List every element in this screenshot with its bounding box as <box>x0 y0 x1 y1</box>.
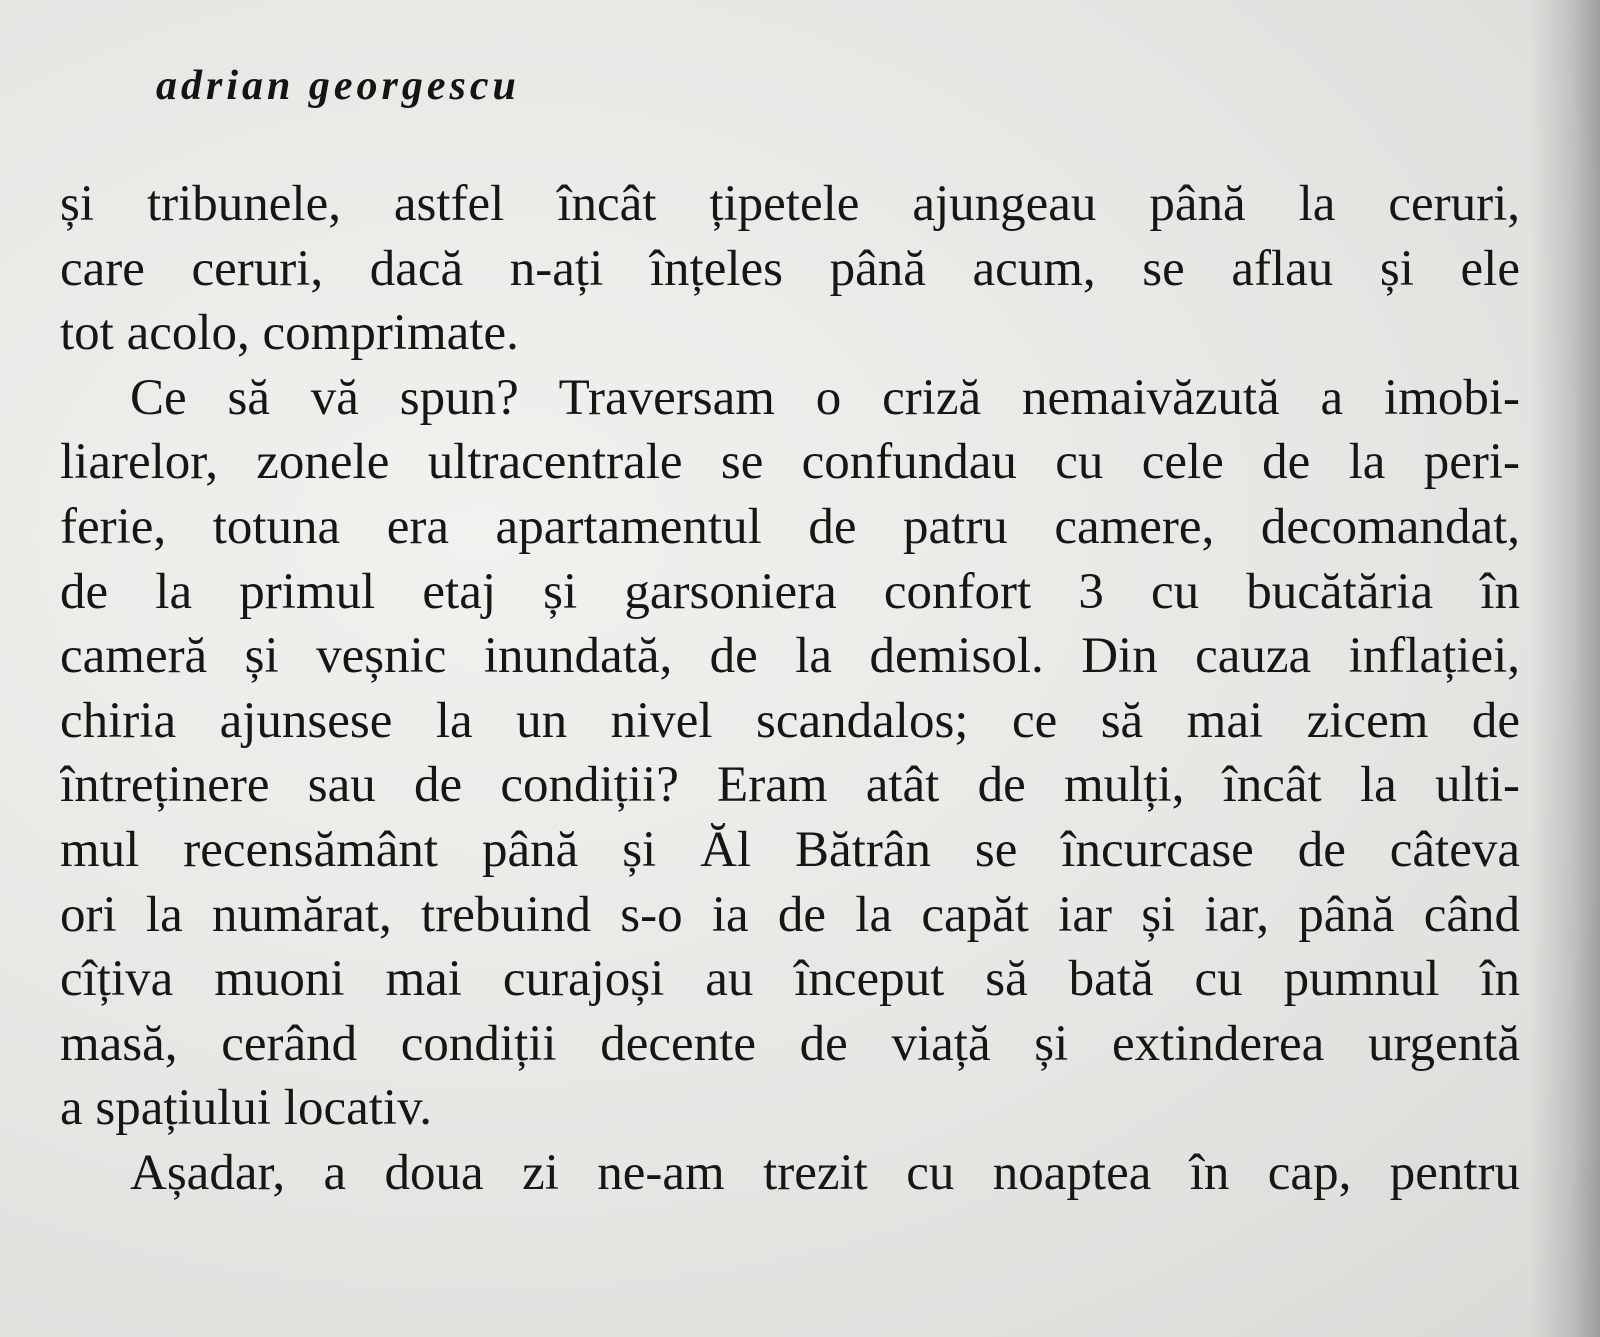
text-line: tot acolo, comprimate. <box>60 305 519 362</box>
text-line: ori la numărat, trebuind s-o ia de la capăt iar și iar, până când <box>60 886 1520 943</box>
text-line: și tribunele, astfel încât țipetele ajungeau până la ceruri, <box>60 176 1520 232</box>
text-line: care ceruri, dacă n-ați înțeles până acum, se aflau și ele <box>60 240 1520 297</box>
text-line: Ce să vă spun? Traversam o criză nemaivăzută a imobi- <box>130 369 1520 426</box>
running-head-author: adrian georgescu <box>156 63 520 109</box>
text-line: cameră și veșnic inundată, de la demisol. Din cauza inflației, <box>60 628 1520 685</box>
text-line: cîțiva muoni mai curajoși au început să bată cu pumnul în <box>60 951 1520 1008</box>
text-line: Așadar, a doua zi ne-am trezit cu noaptea în cap, pentru <box>130 1144 1520 1201</box>
page-gutter-shadow <box>1530 0 1600 1337</box>
text-line: a spațiului locativ. <box>60 1080 433 1137</box>
text-line: masă, cerând condiții decente de viață și extinderea urgentă <box>60 1015 1520 1072</box>
body-text <box>60 172 1520 1206</box>
text-line: întreținere sau de condiții? Eram atât de mulți, încât la ulti- <box>60 757 1520 814</box>
text-line: ferie, totuna era apartamentul de patru camere, decomandat, <box>60 498 1520 555</box>
text-line: de la primul etaj și garsoniera confort 3 cu bucătăria în <box>60 563 1520 620</box>
text-line: chiria ajunsese la un nivel scandalos; ce să mai zicem de <box>60 692 1520 749</box>
text-line: liarelor, zonele ultracentrale se confundau cu cele de la peri- <box>60 434 1520 491</box>
text-line: mul recensământ până și Ăl Bătrân se încurcase de câteva <box>60 821 1520 878</box>
